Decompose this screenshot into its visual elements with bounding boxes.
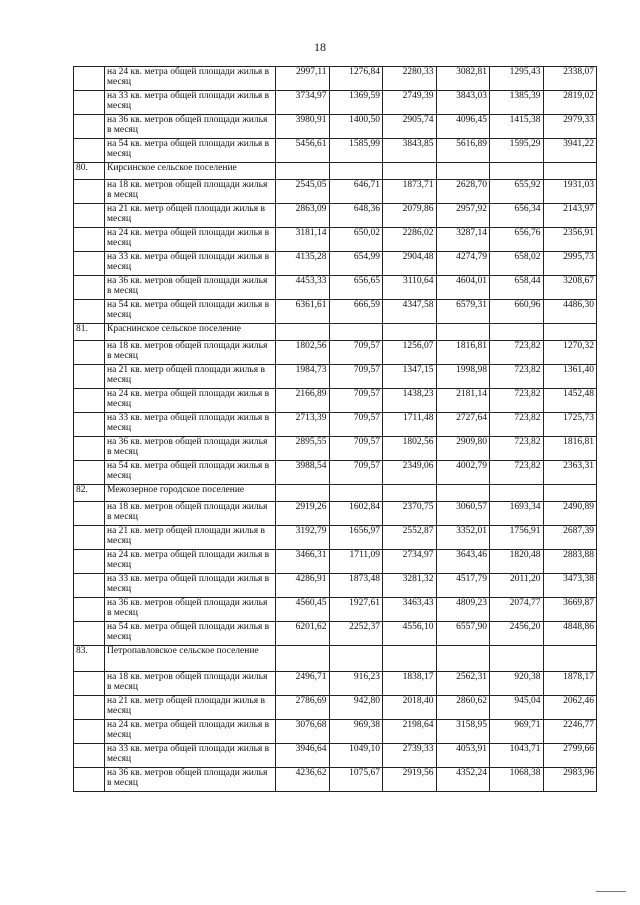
- table-row: [74, 91, 597, 115]
- row-description: на 18 кв. метров общей площади жилья в месяц: [105, 672, 276, 696]
- value-cell: 3060,57: [436, 502, 490, 526]
- value-cell: 4236,62: [276, 768, 330, 792]
- row-description: на 33 кв. метра общей площади жилья в месяц: [105, 91, 276, 115]
- value-cell: 2786,69: [276, 696, 330, 720]
- section-row: [74, 324, 597, 341]
- row-number-cell: [74, 389, 105, 413]
- value-cell: 2181,14: [436, 389, 490, 413]
- value-cell: 3158,95: [436, 720, 490, 744]
- value-cell: 1270,32: [543, 341, 597, 365]
- value-cell: 654,99: [329, 252, 383, 276]
- section-row: [74, 485, 597, 502]
- value-cell: 2166,89: [276, 389, 330, 413]
- value-cell: 1802,56: [383, 437, 437, 461]
- value-cell: 2356,91: [543, 228, 597, 252]
- value-cell: 2863,09: [276, 204, 330, 228]
- row-number-cell: [74, 67, 105, 91]
- value-cell: 709,57: [329, 413, 383, 437]
- section-row: [74, 163, 597, 180]
- value-cell: 2909,80: [436, 437, 490, 461]
- value-cell: 709,57: [329, 461, 383, 485]
- table-row: [74, 461, 597, 485]
- value-cell: 4286,91: [276, 574, 330, 598]
- value-cell: 2919,26: [276, 502, 330, 526]
- value-cell: 1878,17: [543, 672, 597, 696]
- value-cell: 2079,86: [383, 204, 437, 228]
- table-row: [74, 696, 597, 720]
- row-number-cell: [74, 115, 105, 139]
- table-row: [74, 502, 597, 526]
- empty-cell: [276, 163, 330, 180]
- row-number-cell: [74, 139, 105, 163]
- value-cell: 4486,30: [543, 300, 597, 324]
- value-cell: 2739,33: [383, 744, 437, 768]
- value-cell: 3110,64: [383, 276, 437, 300]
- empty-cell: [436, 163, 490, 180]
- section-title: Петропавловское сельское поселение: [105, 646, 276, 672]
- row-description: на 33 кв. метра общей площади жилья в месяц: [105, 574, 276, 598]
- row-number-cell: [74, 413, 105, 437]
- value-cell: 1998,98: [436, 365, 490, 389]
- value-cell: 3076,68: [276, 720, 330, 744]
- value-cell: 3843,85: [383, 139, 437, 163]
- value-cell: 942,80: [329, 696, 383, 720]
- value-cell: 3208,67: [543, 276, 597, 300]
- footer-mark: [596, 891, 626, 892]
- table-row: [74, 180, 597, 204]
- value-cell: 2011,20: [490, 574, 544, 598]
- row-number-cell: [74, 252, 105, 276]
- row-description: на 24 кв. метра общей площади жилья в месяц: [105, 720, 276, 744]
- value-cell: 655,92: [490, 180, 544, 204]
- value-cell: 1725,73: [543, 413, 597, 437]
- value-cell: 2904,48: [383, 252, 437, 276]
- empty-cell: [276, 324, 330, 341]
- value-cell: 3941,22: [543, 139, 597, 163]
- value-cell: 6579,31: [436, 300, 490, 324]
- value-cell: 2957,92: [436, 204, 490, 228]
- value-cell: 2919,56: [383, 768, 437, 792]
- value-cell: 658,02: [490, 252, 544, 276]
- table-row: [74, 300, 597, 324]
- value-cell: 2349,06: [383, 461, 437, 485]
- empty-cell: [329, 485, 383, 502]
- row-number-cell: [74, 550, 105, 574]
- row-number-cell: [74, 204, 105, 228]
- row-description: на 24 кв. метра общей площади жилья в месяц: [105, 67, 276, 91]
- section-number: 80.: [74, 163, 105, 180]
- table-row: [74, 526, 597, 550]
- row-number-cell: [74, 180, 105, 204]
- value-cell: 2246,77: [543, 720, 597, 744]
- value-cell: 723,82: [490, 389, 544, 413]
- value-cell: 2545,05: [276, 180, 330, 204]
- value-cell: 648,36: [329, 204, 383, 228]
- section-title: Кирсинское сельское поселение: [105, 163, 276, 180]
- value-cell: 2983,96: [543, 768, 597, 792]
- value-cell: 723,82: [490, 413, 544, 437]
- empty-cell: [543, 163, 597, 180]
- value-cell: 1295,43: [490, 67, 544, 91]
- row-number-cell: [74, 768, 105, 792]
- value-cell: 920,38: [490, 672, 544, 696]
- value-cell: 3473,38: [543, 574, 597, 598]
- value-cell: 4560,45: [276, 598, 330, 622]
- value-cell: 2074,77: [490, 598, 544, 622]
- value-cell: 1984,73: [276, 365, 330, 389]
- empty-cell: [543, 485, 597, 502]
- value-cell: 656,34: [490, 204, 544, 228]
- empty-cell: [436, 646, 490, 672]
- value-cell: 2562,31: [436, 672, 490, 696]
- row-description: на 54 кв. метра общей площади жилья в месяц: [105, 461, 276, 485]
- value-cell: 1385,39: [490, 91, 544, 115]
- value-cell: 2883,88: [543, 550, 597, 574]
- value-cell: 1415,38: [490, 115, 544, 139]
- empty-cell: [543, 646, 597, 672]
- row-description: на 24 кв. метра общей площади жилья в месяц: [105, 550, 276, 574]
- value-cell: 3287,14: [436, 228, 490, 252]
- value-cell: 2456,20: [490, 622, 544, 646]
- value-cell: 2687,39: [543, 526, 597, 550]
- value-cell: 1873,48: [329, 574, 383, 598]
- value-cell: 4274,79: [436, 252, 490, 276]
- value-cell: 1873,71: [383, 180, 437, 204]
- value-cell: 1361,40: [543, 365, 597, 389]
- value-cell: 4604,01: [436, 276, 490, 300]
- empty-cell: [383, 485, 437, 502]
- value-cell: 2905,74: [383, 115, 437, 139]
- value-cell: 1816,81: [436, 341, 490, 365]
- table-row: [74, 598, 597, 622]
- value-cell: 2370,75: [383, 502, 437, 526]
- value-cell: 4352,24: [436, 768, 490, 792]
- table-row: [74, 437, 597, 461]
- row-number-cell: [74, 696, 105, 720]
- value-cell: 2490,89: [543, 502, 597, 526]
- row-description: на 36 кв. метров общей площади жилья в месяц: [105, 276, 276, 300]
- value-cell: 945,04: [490, 696, 544, 720]
- value-cell: 656,76: [490, 228, 544, 252]
- empty-cell: [383, 324, 437, 341]
- value-cell: 3843,03: [436, 91, 490, 115]
- row-number-cell: [74, 300, 105, 324]
- row-description: на 21 кв. метр общей площади жилья в месяц: [105, 526, 276, 550]
- value-cell: 1452,48: [543, 389, 597, 413]
- value-cell: 2749,39: [383, 91, 437, 115]
- row-number-cell: [74, 574, 105, 598]
- value-cell: 2018,40: [383, 696, 437, 720]
- row-number-cell: [74, 672, 105, 696]
- table-row: [74, 252, 597, 276]
- page-number: 18: [314, 40, 326, 54]
- value-cell: 1049,10: [329, 744, 383, 768]
- row-number-cell: [74, 502, 105, 526]
- empty-cell: [276, 646, 330, 672]
- value-cell: 3352,01: [436, 526, 490, 550]
- value-cell: 4556,10: [383, 622, 437, 646]
- value-cell: 2895,55: [276, 437, 330, 461]
- row-number-cell: [74, 341, 105, 365]
- value-cell: 1068,38: [490, 768, 544, 792]
- value-cell: 1756,91: [490, 526, 544, 550]
- table-row: [74, 574, 597, 598]
- value-cell: 2734,97: [383, 550, 437, 574]
- row-description: на 21 кв. метр общей площади жилья в месяц: [105, 204, 276, 228]
- value-cell: 1369,59: [329, 91, 383, 115]
- row-description: на 54 кв. метра общей площади жилья в месяц: [105, 622, 276, 646]
- value-cell: 1400,50: [329, 115, 383, 139]
- section-title: Межозерное городское поселение: [105, 485, 276, 502]
- row-description: на 21 кв. метр общей площади жилья в месяц: [105, 696, 276, 720]
- row-description: на 33 кв. метра общей площади жилья в месяц: [105, 744, 276, 768]
- table-row: [74, 744, 597, 768]
- table-row: [74, 67, 597, 91]
- value-cell: 1931,03: [543, 180, 597, 204]
- table-row: [74, 622, 597, 646]
- table-row: [74, 550, 597, 574]
- value-cell: 2252,37: [329, 622, 383, 646]
- empty-cell: [490, 646, 544, 672]
- value-cell: 1602,84: [329, 502, 383, 526]
- value-cell: 2997,11: [276, 67, 330, 91]
- value-cell: 3181,14: [276, 228, 330, 252]
- value-cell: 2860,62: [436, 696, 490, 720]
- value-cell: 3980,91: [276, 115, 330, 139]
- row-number-cell: [74, 744, 105, 768]
- value-cell: 2995,73: [543, 252, 597, 276]
- empty-cell: [490, 485, 544, 502]
- row-number-cell: [74, 720, 105, 744]
- value-cell: 4347,58: [383, 300, 437, 324]
- value-cell: 1693,34: [490, 502, 544, 526]
- value-cell: 5616,89: [436, 139, 490, 163]
- value-cell: 6557,90: [436, 622, 490, 646]
- row-description: на 33 кв. метра общей площади жилья в месяц: [105, 252, 276, 276]
- row-description: на 36 кв. метров общей площади жилья в месяц: [105, 115, 276, 139]
- value-cell: 1656,97: [329, 526, 383, 550]
- table-row: [74, 720, 597, 744]
- value-cell: 4848,86: [543, 622, 597, 646]
- empty-cell: [329, 324, 383, 341]
- empty-cell: [329, 163, 383, 180]
- row-number-cell: [74, 228, 105, 252]
- value-cell: 969,38: [329, 720, 383, 744]
- value-cell: 2143,97: [543, 204, 597, 228]
- empty-cell: [329, 646, 383, 672]
- value-cell: 1820,48: [490, 550, 544, 574]
- value-cell: 2198,64: [383, 720, 437, 744]
- row-number-cell: [74, 622, 105, 646]
- value-cell: 2496,71: [276, 672, 330, 696]
- row-description: на 18 кв. метров общей площади жилья в месяц: [105, 180, 276, 204]
- section-row: [74, 646, 597, 672]
- value-cell: 1711,48: [383, 413, 437, 437]
- value-cell: 709,57: [329, 341, 383, 365]
- row-description: на 33 кв. метра общей площади жилья в месяц: [105, 413, 276, 437]
- value-cell: 3082,81: [436, 67, 490, 91]
- row-description: на 24 кв. метра общей площади жилья в месяц: [105, 228, 276, 252]
- row-description: на 21 кв. метр общей площади жилья в месяц: [105, 365, 276, 389]
- section-number: 83.: [74, 646, 105, 672]
- row-number-cell: [74, 461, 105, 485]
- value-cell: 723,82: [490, 341, 544, 365]
- value-cell: 2799,66: [543, 744, 597, 768]
- value-cell: 1276,84: [329, 67, 383, 91]
- value-cell: 916,23: [329, 672, 383, 696]
- value-cell: 4809,23: [436, 598, 490, 622]
- value-cell: 2286,02: [383, 228, 437, 252]
- empty-cell: [276, 485, 330, 502]
- value-cell: 2552,87: [383, 526, 437, 550]
- row-number-cell: [74, 526, 105, 550]
- value-cell: 2338,07: [543, 67, 597, 91]
- value-cell: 723,82: [490, 461, 544, 485]
- value-cell: 660,96: [490, 300, 544, 324]
- value-cell: 666,59: [329, 300, 383, 324]
- value-cell: 1438,23: [383, 389, 437, 413]
- value-cell: 3466,31: [276, 550, 330, 574]
- row-description: на 36 кв. метров общей площади жилья в месяц: [105, 437, 276, 461]
- value-cell: 4002,79: [436, 461, 490, 485]
- empty-cell: [543, 324, 597, 341]
- section-title: Краснинское сельское поселение: [105, 324, 276, 341]
- value-cell: 709,57: [329, 389, 383, 413]
- value-cell: 1711,09: [329, 550, 383, 574]
- value-cell: 3946,64: [276, 744, 330, 768]
- empty-cell: [436, 324, 490, 341]
- tariff-table-body: [74, 67, 597, 792]
- value-cell: 1927,61: [329, 598, 383, 622]
- row-description: на 24 кв. метра общей площади жилья в месяц: [105, 389, 276, 413]
- value-cell: 2280,33: [383, 67, 437, 91]
- row-number-cell: [74, 598, 105, 622]
- value-cell: 3192,79: [276, 526, 330, 550]
- empty-cell: [383, 646, 437, 672]
- value-cell: 3643,46: [436, 550, 490, 574]
- table-row: [74, 204, 597, 228]
- row-description: на 36 кв. метров общей площади жилья в месяц: [105, 598, 276, 622]
- value-cell: 1256,07: [383, 341, 437, 365]
- value-cell: 5456,61: [276, 139, 330, 163]
- value-cell: 4053,91: [436, 744, 490, 768]
- value-cell: 1816,81: [543, 437, 597, 461]
- row-description: на 54 кв. метра общей площади жилья в месяц: [105, 300, 276, 324]
- value-cell: 650,02: [329, 228, 383, 252]
- table-row: [74, 276, 597, 300]
- row-number-cell: [74, 365, 105, 389]
- section-number: 81.: [74, 324, 105, 341]
- row-description: на 18 кв. метров общей площади жилья в месяц: [105, 502, 276, 526]
- table-row: [74, 115, 597, 139]
- value-cell: 1347,15: [383, 365, 437, 389]
- empty-cell: [436, 485, 490, 502]
- value-cell: 646,71: [329, 180, 383, 204]
- row-number-cell: [74, 91, 105, 115]
- value-cell: 4096,45: [436, 115, 490, 139]
- value-cell: 2363,31: [543, 461, 597, 485]
- value-cell: 3988,54: [276, 461, 330, 485]
- empty-cell: [490, 324, 544, 341]
- value-cell: 969,71: [490, 720, 544, 744]
- value-cell: 3734,97: [276, 91, 330, 115]
- value-cell: 723,82: [490, 365, 544, 389]
- value-cell: 4517,79: [436, 574, 490, 598]
- table-row: [74, 365, 597, 389]
- value-cell: 1043,71: [490, 744, 544, 768]
- row-number-cell: [74, 437, 105, 461]
- value-cell: 709,57: [329, 365, 383, 389]
- table-row: [74, 341, 597, 365]
- value-cell: 2979,33: [543, 115, 597, 139]
- value-cell: 2819,02: [543, 91, 597, 115]
- value-cell: 2727,64: [436, 413, 490, 437]
- value-cell: 3281,32: [383, 574, 437, 598]
- value-cell: 4135,28: [276, 252, 330, 276]
- row-number-cell: [74, 276, 105, 300]
- value-cell: 2062,46: [543, 696, 597, 720]
- value-cell: 6201,62: [276, 622, 330, 646]
- value-cell: 2713,39: [276, 413, 330, 437]
- value-cell: 3463,43: [383, 598, 437, 622]
- empty-cell: [490, 163, 544, 180]
- row-description: на 54 кв. метра общей площади жилья в месяц: [105, 139, 276, 163]
- table-row: [74, 413, 597, 437]
- value-cell: 723,82: [490, 437, 544, 461]
- table-row: [74, 768, 597, 792]
- tariff-table: [73, 66, 597, 792]
- row-description: на 36 кв. метров общей площади жилья в месяц: [105, 768, 276, 792]
- table-row: [74, 389, 597, 413]
- table-row: [74, 672, 597, 696]
- value-cell: 4453,33: [276, 276, 330, 300]
- section-number: 82.: [74, 485, 105, 502]
- value-cell: 2628,70: [436, 180, 490, 204]
- value-cell: 658,44: [490, 276, 544, 300]
- value-cell: 3669,87: [543, 598, 597, 622]
- value-cell: 1595,29: [490, 139, 544, 163]
- table-row: [74, 139, 597, 163]
- value-cell: 1802,56: [276, 341, 330, 365]
- value-cell: 1075,67: [329, 768, 383, 792]
- table-row: [74, 228, 597, 252]
- value-cell: 1838,17: [383, 672, 437, 696]
- value-cell: 656,65: [329, 276, 383, 300]
- empty-cell: [383, 163, 437, 180]
- value-cell: 6361,61: [276, 300, 330, 324]
- row-description: на 18 кв. метров общей площади жилья в месяц: [105, 341, 276, 365]
- value-cell: 1585,99: [329, 139, 383, 163]
- value-cell: 709,57: [329, 437, 383, 461]
